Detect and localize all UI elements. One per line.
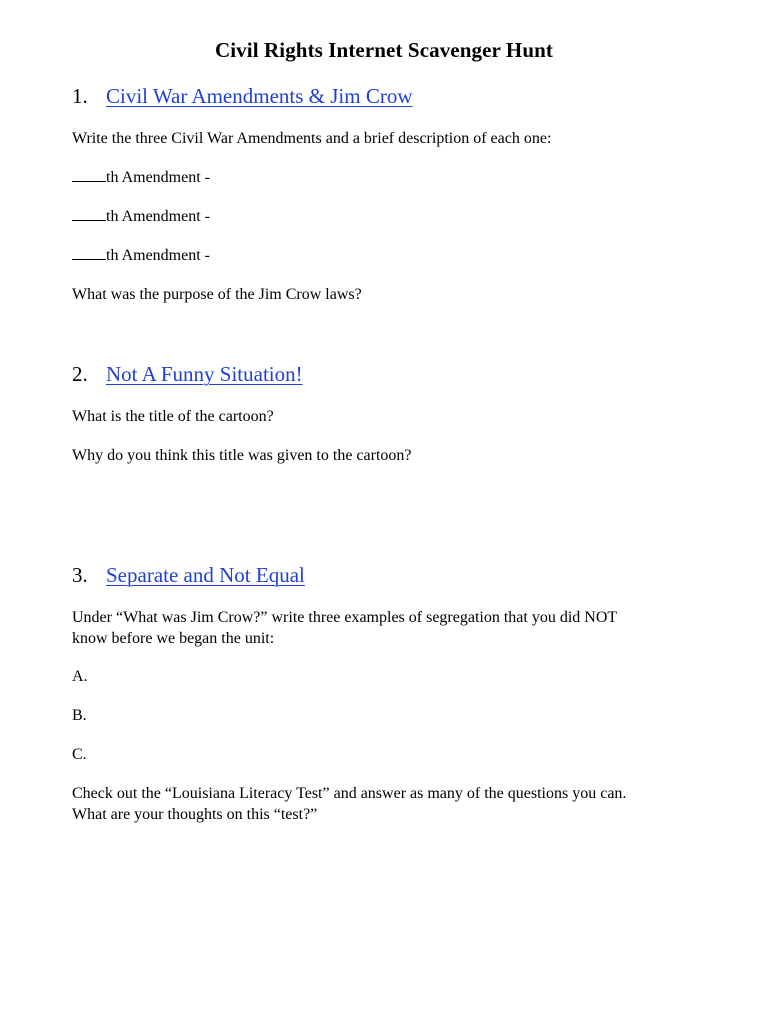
section-2-heading <box>72 362 303 387</box>
section-1-question: What was the purpose of the Jim Crow laws? <box>72 286 362 303</box>
amendment-line-2 <box>72 206 210 227</box>
section-3-link[interactable]: Separate and Not Equal <box>106 563 305 587</box>
answer-blank[interactable] <box>72 245 106 260</box>
answer-blank[interactable] <box>72 167 106 182</box>
section-1-heading <box>72 84 413 109</box>
list-item-c: C. <box>72 746 87 763</box>
list-item-a: A. <box>72 668 88 685</box>
section-3-number: 3. <box>72 563 88 587</box>
section-3-heading <box>72 563 305 588</box>
section-3-final-line-1: Check out the “Louisiana Literacy Test” and answer as many of the questions you can. <box>72 785 627 802</box>
section-2-number: 2. <box>72 362 88 386</box>
list-item-b: B. <box>72 707 87 724</box>
section-3-prompt-line-2: know before we began the unit: <box>72 630 275 647</box>
section-1-number: 1. <box>72 84 88 108</box>
amendment-label: th Amendment - <box>106 247 210 264</box>
answer-blank[interactable] <box>72 206 106 221</box>
section-2-question-1: What is the title of the cartoon? <box>72 408 274 425</box>
amendment-line-1 <box>72 167 210 188</box>
section-2-question-2: Why do you think this title was given to the cartoon? <box>72 447 412 464</box>
amendment-label: th Amendment - <box>106 169 210 186</box>
amendment-line-3 <box>72 245 210 266</box>
page-title: Civil Rights Internet Scavenger Hunt <box>214 38 554 62</box>
section-3-prompt-line-1: Under “What was Jim Crow?” write three examples of segregation that you did NOT <box>72 609 618 626</box>
section-3-final-line-2: What are your thoughts on this “test?” <box>72 806 318 823</box>
section-1-prompt: Write the three Civil War Amendments and a brief description of each one: <box>72 130 552 147</box>
section-2-link[interactable]: Not A Funny Situation! <box>106 362 303 386</box>
section-1-link[interactable]: Civil War Amendments & Jim Crow <box>106 84 413 108</box>
amendment-label: th Amendment - <box>106 208 210 225</box>
